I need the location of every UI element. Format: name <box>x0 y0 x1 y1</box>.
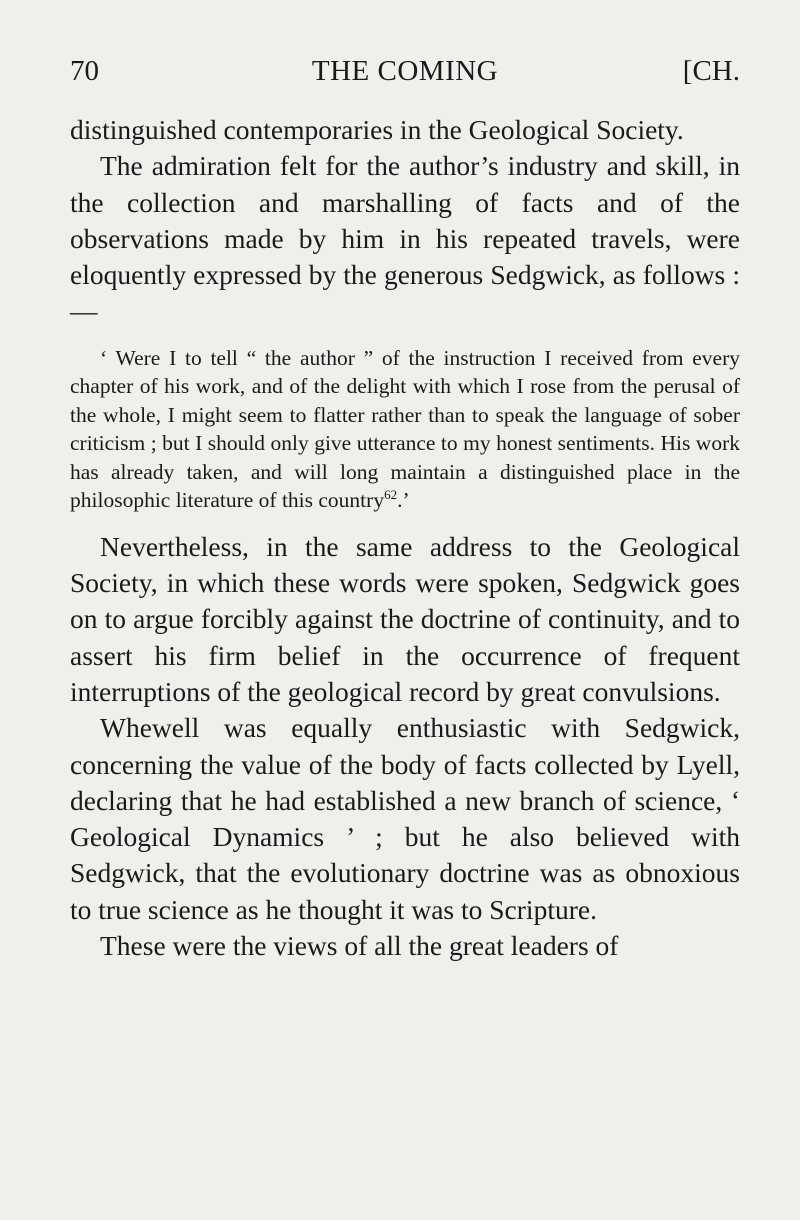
paragraph-whewell: Whewell was equally enthusiastic with Sedgwick, concerning the value of the body of facts collected by Lyell, declaring that he had established a new branch of science, ‘ Geological Dynamics ’ ; but he also believed with Sedgwick, that the evolutionary doctrine was as obnoxious to true science as he thought it was to Scripture. <box>70 712 740 925</box>
paragraph-admiration: The admiration felt for the author’s industry and skill, in the collection and marshalling of facts and of the observations made by him in his repeated travels, were eloquently expressed by the generous Sedgwick, as follows :— <box>70 150 740 327</box>
running-head <box>70 52 740 90</box>
book-page <box>70 52 740 964</box>
page-number: 70 <box>70 55 99 87</box>
quote-close: .’ <box>397 488 410 513</box>
paragraph-continued: distinguished contemporaries in the Geological Society. <box>70 114 684 145</box>
paragraph-nevertheless: Nevertheless, in the same address to the Geological Society, in which these words were spoken, Sedgwick goes on to argue forcibly against the doctrine of continuity, and to assert his firm belief in the occurrence of frequent interruptions of the geological record by great convulsions. <box>70 530 740 707</box>
quote-text: ‘ Were I to tell “ the author ” of the instruction I received from every chapter of his work, and of the delight with which I rose from the perusal of the whole, I might seem to flatter rather than to speak the language of sober criticism ; but I should only give utterance to my honest sentiments. His work has already taken, and will long maintain a distinguished place in the philosophic literature of this country <box>70 345 740 513</box>
footnote-reference[interactable]: 62 <box>384 487 398 503</box>
chapter-mark: [CH. <box>682 55 740 87</box>
block-quote-sedgwick <box>70 344 740 515</box>
running-title: THE COMING <box>311 55 499 87</box>
paragraph-these-were: These were the views of all the great leaders of <box>100 930 619 962</box>
